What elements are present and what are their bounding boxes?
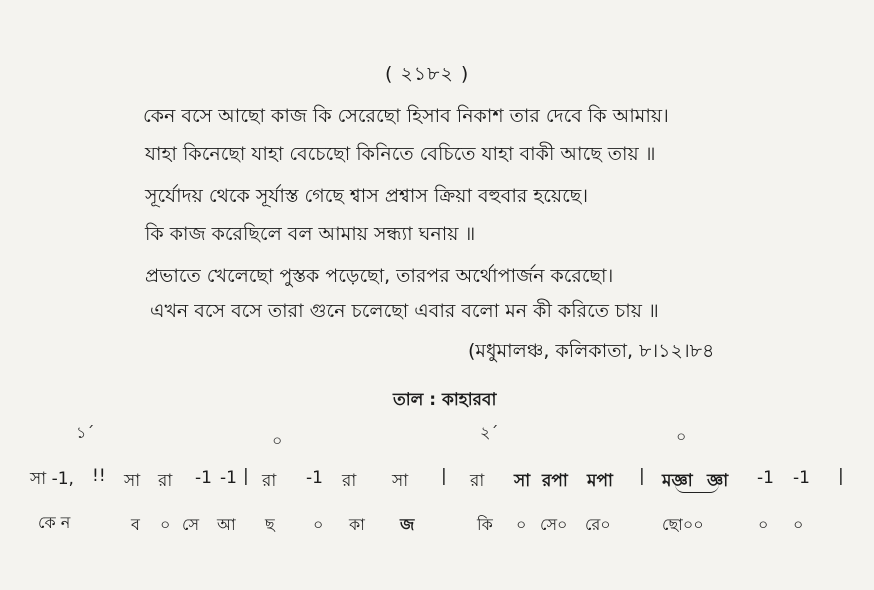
lyric-line-2: যাহা কিনেছো যাহা বেচেছো কিনিতে বেচিতে যাহা বাকী আছে তায় ॥ — [145, 143, 656, 165]
notation-cell: -1 — [793, 468, 810, 488]
notation-cell: সা — [514, 471, 531, 491]
lyric-syllable: ০ — [758, 515, 769, 534]
lyric-syllable: সে০ — [540, 515, 568, 534]
notation-cell: -1 — [195, 468, 212, 488]
bar-divider: | — [441, 466, 447, 486]
lyric-line-6: এখন বসে বসে তারা গুনে চলেছো এবার বলো মন কী করিতে চায় ॥ — [150, 300, 659, 322]
notation-cell: রপা — [542, 471, 568, 491]
notation-cell: -1 — [306, 468, 323, 488]
bar-divider: | — [243, 466, 249, 486]
notation-cell: -1 — [220, 468, 237, 488]
notation-cell: মজ্ঞা — [662, 471, 693, 491]
lyric-syllable: ০ — [793, 515, 804, 534]
notation-cell: -1 — [757, 468, 774, 488]
notation-cell: সা — [124, 471, 141, 491]
meend-slur — [675, 484, 719, 493]
lyric-syllable: কা — [349, 515, 365, 534]
notation-cell: সা -1, — [30, 469, 74, 489]
lyric-syllable: জ — [400, 515, 415, 534]
lyric-syllable: কে ন — [38, 513, 71, 532]
lyric-line-4: কি কাজ করেছিলে বল আমায় সন্ধ্যা ঘনায় ॥ — [145, 223, 476, 245]
lyric-syllable: আ — [217, 515, 236, 534]
lyric-syllable: ০ — [160, 515, 171, 534]
bar-divider: | — [838, 466, 844, 486]
beat-mark-second: ২´ — [480, 423, 499, 442]
lyric-syllable: রে০ — [585, 515, 611, 534]
lyric-syllable: ০ — [516, 515, 527, 534]
notation-cell: রা — [470, 471, 485, 491]
notation-cell: রা — [158, 471, 173, 491]
notation-cell: জ্ঞা — [707, 471, 729, 491]
bar-divider: | — [639, 466, 645, 486]
notation-cell: রা — [262, 471, 277, 491]
lyric-syllable: ০ — [313, 515, 324, 534]
beat-mark-sam: ১´ — [76, 423, 95, 442]
source-citation: (মধুমালঞ্চ, কলিকাতা, ৮।১২।৮৪ — [468, 340, 715, 362]
notation-cell: !! — [92, 466, 106, 486]
beat-mark-khali: ০ — [272, 431, 283, 450]
lyric-line-3: সূর্যোদয় থেকে সূর্যাস্ত গেছে শ্বাস প্রশ্বাস ক্রিয়া বহুবার হয়েছে। — [145, 185, 589, 207]
notation-cell: মপা — [587, 471, 613, 491]
lyric-line-1: কেন বসে আছো কাজ কি সেরেছো হিসাব নিকাশ তার দেবে কি আমায়। — [143, 105, 669, 127]
notation-cell: সা — [392, 471, 409, 491]
lyric-syllable: ছো০০ — [662, 515, 704, 534]
page-number: ( ২১৮২ ) — [385, 63, 470, 85]
taal-heading: তাল : কাহারবা — [393, 390, 497, 410]
lyric-syllable: ছ — [265, 515, 275, 534]
notation-cell: রা — [342, 471, 357, 491]
lyric-line-5: প্রভাতে খেলেছো পুস্তক পড়েছো, তারপর অর্থোপার্জন করেছো। — [145, 265, 614, 287]
lyric-syllable: ব — [131, 515, 140, 534]
beat-mark-khali-2: ০ — [676, 427, 687, 446]
lyric-syllable: সে — [182, 515, 200, 534]
lyric-syllable: কি — [477, 515, 493, 534]
